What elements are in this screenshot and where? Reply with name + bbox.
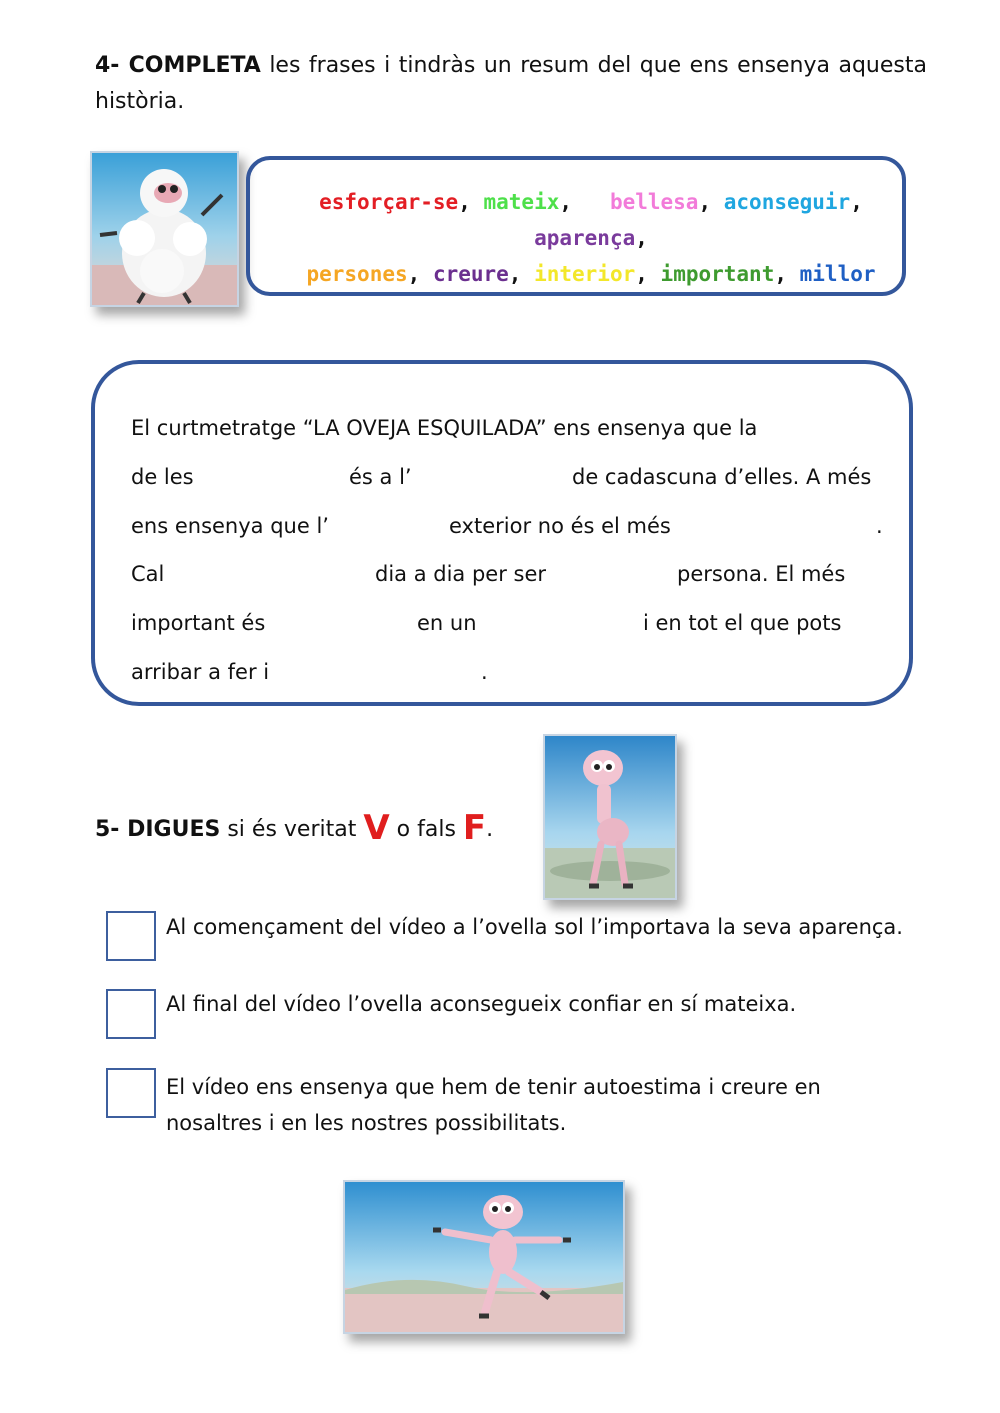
false-letter: F	[462, 808, 487, 848]
text-fragment: de cadascuna d’elles. A més	[572, 465, 872, 489]
shorn-sheep-image	[543, 734, 677, 900]
fluffy-sheep-image	[90, 151, 239, 307]
text-fragment: important és	[131, 611, 266, 635]
text-fragment: de les	[131, 465, 194, 489]
word-bank-item: important	[660, 262, 775, 286]
word-bank-item: aconseguir	[723, 190, 851, 214]
true-false-answer-box-3[interactable]	[106, 1068, 156, 1118]
text-line-1: El curtmetratge “LA OVEJA ESQUILADA” ens ensenya que la	[131, 416, 758, 440]
word-bank-item: esforçar-se	[319, 190, 459, 214]
word-bank: esforçar-se, mateix, bellesa, aconseguir, aparença, persones, creure, interior, important, millor	[306, 190, 876, 286]
text-fragment: i en tot el que pots	[643, 611, 842, 635]
text-fragment: .	[481, 660, 488, 684]
statement-1-text: Al començament del vídeo a l’ovella sol l’importava la seva aparença.	[166, 915, 903, 939]
statement-2-text: Al final del vídeo l’ovella aconsegueix confiar en sí mateixa.	[166, 992, 797, 1016]
statement-2	[166, 986, 926, 1022]
text-fragment: ens ensenya que l’	[131, 514, 329, 538]
dancing-sheep-image	[343, 1180, 625, 1334]
statement-1	[166, 909, 926, 945]
text-fragment: és a l’	[349, 465, 412, 489]
true-false-answer-box-2[interactable]	[106, 989, 156, 1039]
word-bank-item: aparença	[534, 226, 636, 250]
text-fragment: Cal	[131, 562, 165, 586]
word-bank-item: persones	[306, 262, 408, 286]
text-fragment: .	[876, 514, 883, 538]
exercise-5-end: .	[486, 817, 494, 842]
word-bank-item: creure	[432, 262, 509, 286]
text-fragment: exterior no és el més	[449, 514, 671, 538]
exercise-4-label: 4- COMPLETA	[95, 53, 261, 78]
statement-3	[166, 1069, 926, 1141]
exercise-5-label: 5- DIGUES	[95, 817, 221, 842]
true-letter: V	[363, 808, 390, 848]
true-false-answer-box-1[interactable]	[106, 911, 156, 961]
exercise-4-instructions	[95, 48, 927, 120]
statement-3-text-line-1: El vídeo ens ensenya que hem de tenir autoestima i creure en	[166, 1075, 821, 1099]
text-fragment: persona. El més	[677, 562, 846, 586]
text-fragment: arribar a fer i	[131, 660, 270, 684]
word-bank-box	[246, 156, 906, 296]
word-bank-item: mateix	[483, 190, 560, 214]
exercise-5-text-2: o fals	[389, 817, 463, 842]
exercise-5-instructions	[95, 808, 493, 848]
exercise-4-instruction-text: les frases i tindràs un resum del que ens ensenya aquesta història.	[95, 53, 927, 114]
statement-3-text-line-2: nosaltres i en les nostres possibilitats.	[166, 1111, 567, 1135]
text-fragment: dia a dia per ser	[375, 562, 547, 586]
cloze-text-box	[91, 360, 913, 706]
text-fragment: en un	[417, 611, 477, 635]
exercise-5-text: si és veritat	[220, 817, 364, 842]
word-bank-item: millor	[799, 262, 876, 286]
word-bank-item: interior	[534, 262, 636, 286]
word-bank-item: bellesa	[609, 190, 699, 214]
